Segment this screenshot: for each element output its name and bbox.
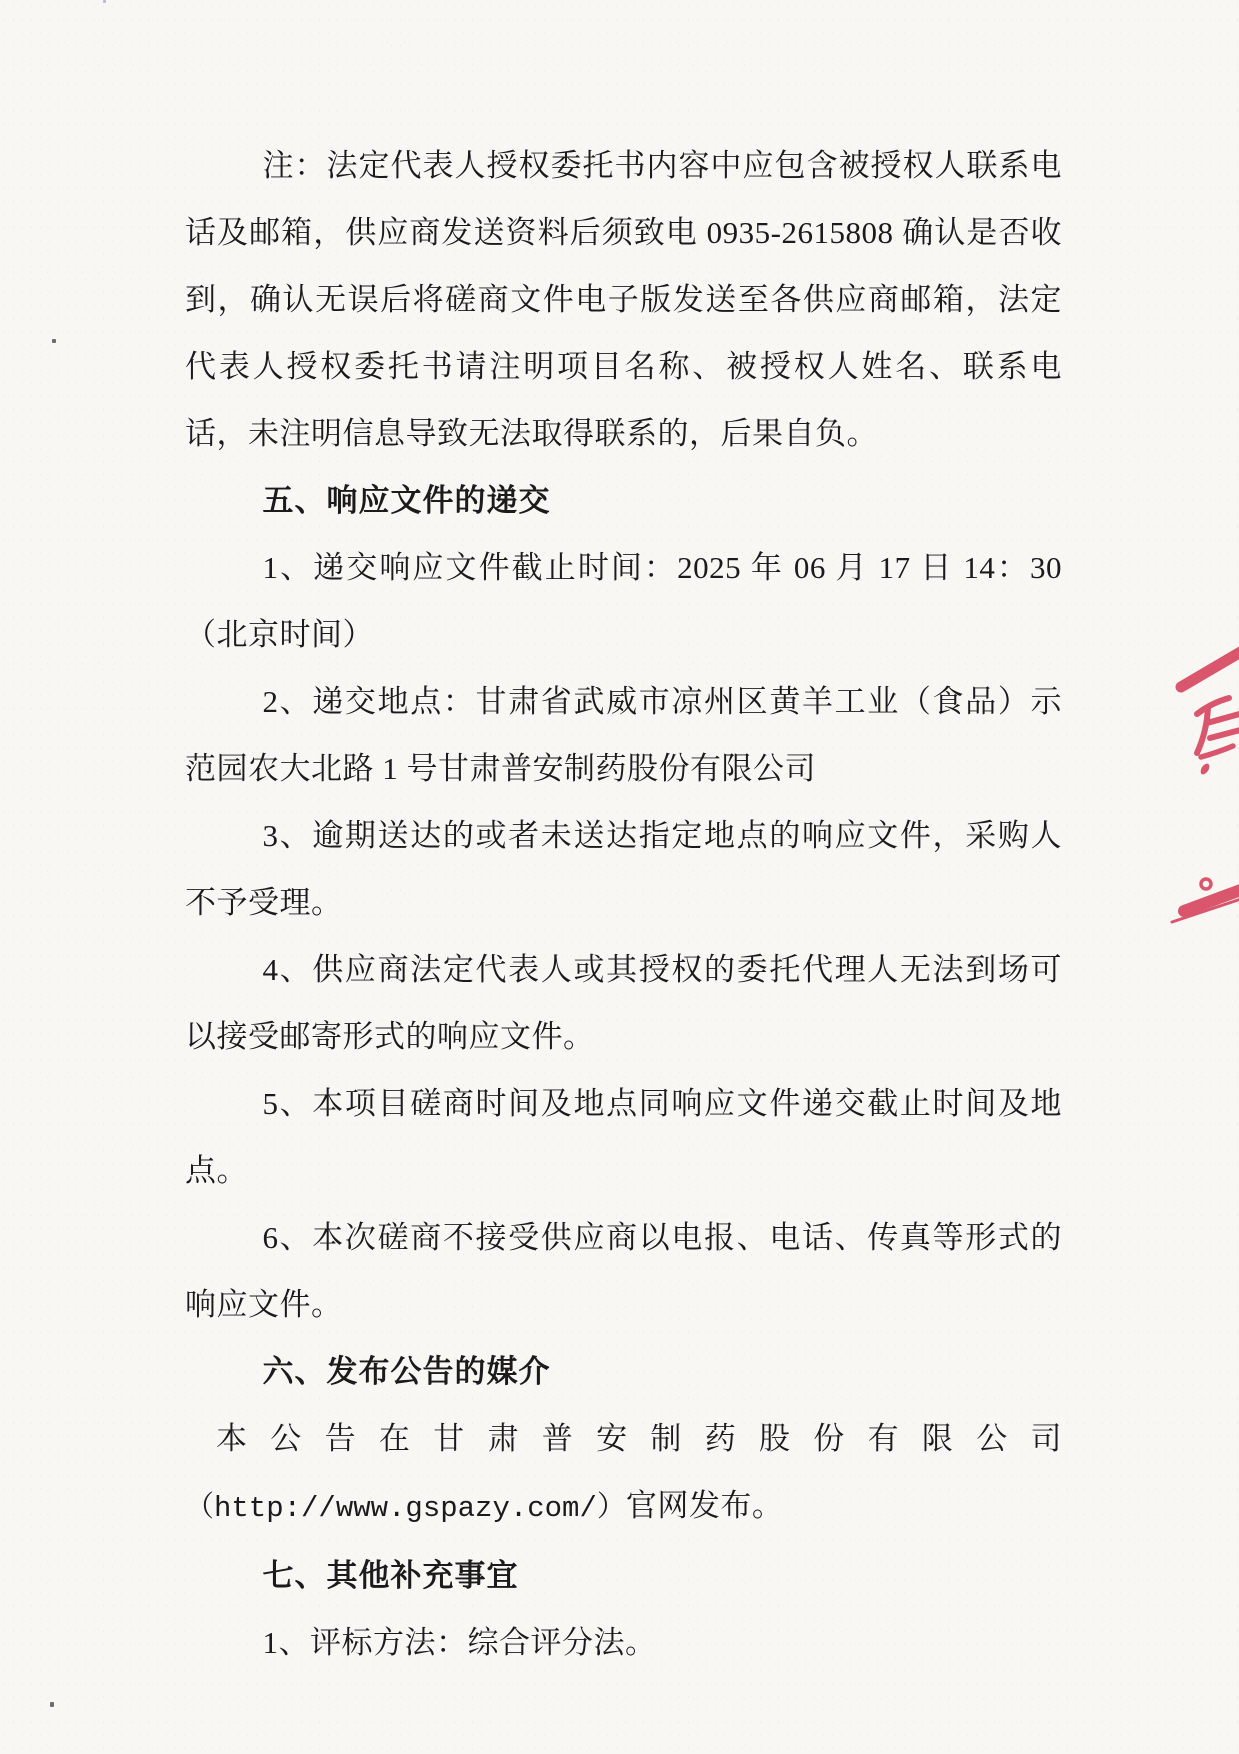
- publisher-url-line: [185, 1472, 1062, 1542]
- section-7-heading: 七、其他补充事宜: [262, 1558, 519, 1593]
- scan-speck: [103, 0, 106, 3]
- section-5-item-6: 6、本次磋商不接受供应商以电报、电话、传真等形式的响应文件。: [185, 1220, 1062, 1322]
- publisher-company-line: 本公告在甘肃普安制药股份有限公司: [216, 1421, 1062, 1456]
- url-suffix: 官网发布。: [625, 1488, 784, 1523]
- website-url: （http://www.gspazy.com/）: [185, 1492, 626, 1525]
- section-5-item-4: 4、供应商法定代表人或其授权的委托代理人无法到场可以接受邮寄形式的响应文件。: [185, 952, 1062, 1054]
- section-6-heading: 六、发布公告的媒介: [262, 1354, 551, 1389]
- document-body: [185, 132, 1062, 1676]
- section-7-item-1: 1、评标方法：综合评分法。: [262, 1625, 657, 1660]
- section-5-item-5: 5、本项目磋商时间及地点同响应文件递交截止时间及地点。: [185, 1086, 1062, 1188]
- scan-speck: [52, 339, 56, 343]
- section-5-item-3: 3、逾期送达的或者未送达指定地点的响应文件，采购人不予受理。: [185, 818, 1062, 920]
- red-seal-stamp-fragment-icon: [1130, 590, 1239, 950]
- section-5-item-2: 2、递交地点：甘肃省武威市凉州区黄羊工业（食品）示范园农大北路 1 号甘肃普安制药股份有限公司: [185, 684, 1062, 786]
- note-paragraph: 注：法定代表人授权委托书内容中应包含被授权人联系电话及邮箱，供应商发送资料后须致电 0935-2615808 确认是否收到，确认无误后将磋商文件电子版发送至各供应商邮箱，法定代表人授权委托书请注明项目名称、被授权人姓名、联系电话，未注明信息导致无法取得联系的，后果自负。: [185, 148, 1062, 451]
- section-5-item-1: 1、递交响应文件截止时间：2025 年 06 月 17 日 14：30（北京时间）: [185, 550, 1062, 652]
- scan-speck: [50, 1702, 54, 1707]
- section-5-heading: 五、响应文件的递交: [262, 483, 551, 518]
